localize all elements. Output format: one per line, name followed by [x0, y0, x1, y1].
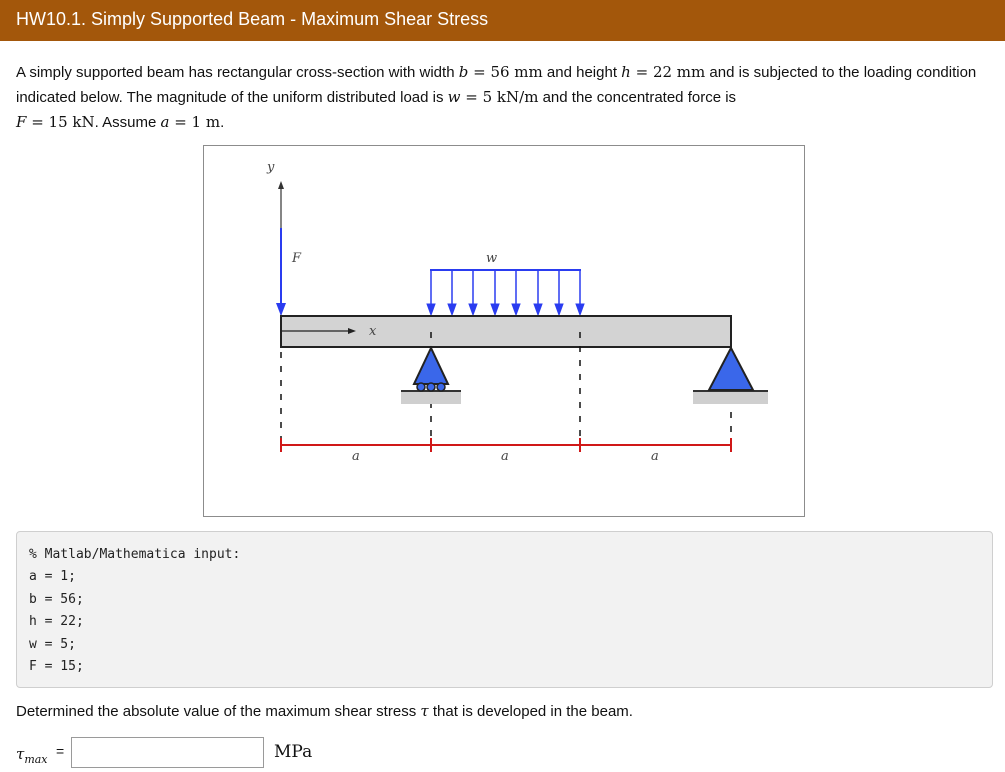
math-tau: τ: [420, 702, 429, 720]
distributed-load-label: w: [486, 251, 498, 266]
dashed-guide-lines: [281, 332, 731, 446]
math-eq: =: [468, 63, 491, 81]
code-line: F = 15;: [29, 658, 84, 674]
problem-text: and is subjected to the loading condition indicated below. The magnitude of the uniform distributed load is: [16, 64, 977, 106]
question-part: that is developed in the beam.: [428, 703, 633, 720]
force-F-label: F: [292, 251, 302, 266]
math-eq: =: [460, 88, 483, 106]
force-F-arrowhead: [276, 303, 286, 316]
ground-right: [693, 391, 768, 404]
dimension-label-a2: a: [501, 449, 509, 464]
math-b-value: 56 mm: [490, 63, 543, 81]
question-part: Determined the absolute value of the maximum shear stress: [16, 703, 421, 720]
answer-row: [16, 737, 416, 768]
page-title: HW10.1. Simply Supported Beam - Maximum Shear Stress: [16, 9, 489, 29]
beam-diagram: [204, 146, 804, 516]
math-h-value: 22 mm: [652, 63, 706, 81]
roller-support: [401, 348, 461, 404]
answer-equals: =: [56, 743, 65, 759]
code-line: w = 5;: [29, 636, 76, 652]
pin-support: [693, 348, 768, 404]
problem-text: .: [220, 114, 225, 131]
math-h: h: [621, 63, 631, 81]
page-header: [0, 0, 1005, 41]
math-eq: =: [169, 113, 192, 131]
ground-left: [401, 391, 461, 404]
problem-text: and height: [542, 64, 622, 81]
beam-figure: [203, 145, 805, 517]
y-axis-label: y: [267, 160, 275, 175]
math-w-value: 5 kN/m: [482, 88, 539, 106]
math-a-value: 1 m: [191, 113, 221, 131]
problem-statement: [16, 60, 991, 135]
dimension-label-a1: a: [352, 449, 360, 464]
math-b: b: [458, 63, 469, 81]
problem-text: . Assume: [94, 114, 161, 131]
answer-tau-symbol: τ: [16, 745, 25, 763]
code-line: b = 56;: [29, 591, 84, 607]
matlab-input-box: [16, 531, 993, 688]
code-line: a = 1;: [29, 569, 76, 585]
math-eq: =: [630, 63, 653, 81]
math-F-value: 15 kN: [48, 113, 95, 131]
answer-input[interactable]: [71, 737, 264, 768]
math-a: a: [160, 113, 170, 131]
dimension-label-a3: a: [651, 449, 659, 464]
x-axis-label: x: [369, 324, 377, 339]
distributed-load-arrows: [427, 270, 584, 315]
code-line: h = 22;: [29, 614, 84, 630]
answer-tau-subscript: max: [24, 753, 48, 766]
question-text: [16, 702, 633, 720]
roller-triangle: [414, 348, 448, 384]
pin-triangle: [709, 348, 753, 390]
answer-unit: MPa: [274, 742, 313, 762]
problem-text: and the concentrated force is: [538, 89, 737, 106]
math-eq: =: [26, 113, 49, 131]
math-w: w: [447, 88, 461, 106]
code-line: % Matlab/Mathematica input:: [29, 547, 241, 562]
problem-text: A simply supported beam has rectangular cross-section with width: [16, 64, 459, 81]
y-axis-arrowhead: [278, 181, 284, 189]
math-F: F: [16, 113, 27, 131]
answer-label: [16, 745, 48, 766]
